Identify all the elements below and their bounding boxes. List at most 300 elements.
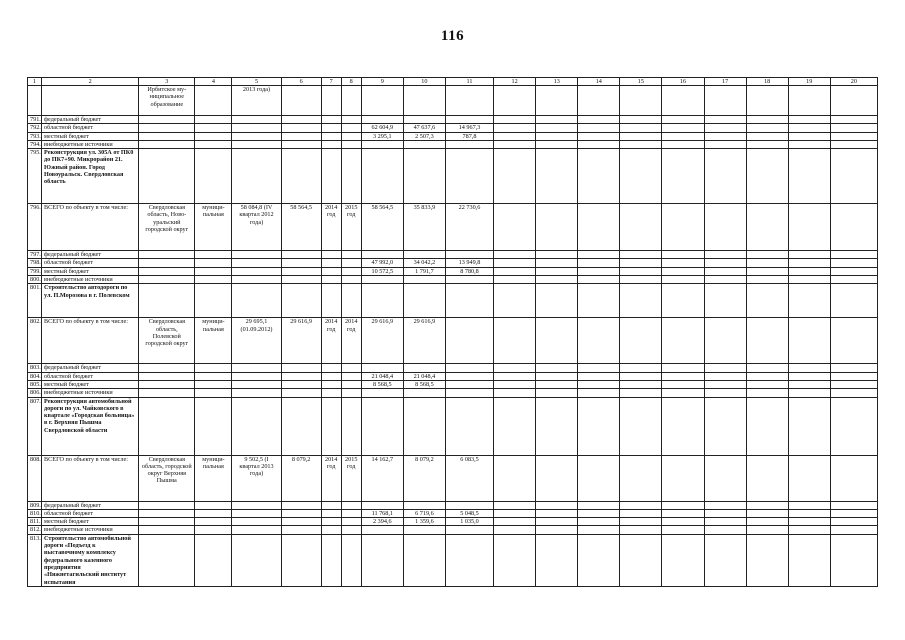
empty-cell — [494, 251, 536, 259]
estimated-cost-cell — [232, 389, 281, 397]
empty-cell — [704, 251, 746, 259]
row-number: 811. — [28, 518, 42, 526]
row-label: внебюджетные источники — [42, 389, 139, 397]
end-year-cell — [341, 372, 361, 380]
ownership-cell — [195, 116, 232, 124]
column-header: 12 — [494, 78, 536, 86]
municipality-cell — [139, 534, 195, 586]
value-cell — [361, 364, 403, 372]
empty-cell — [578, 284, 620, 318]
value-cell — [361, 140, 403, 148]
empty-cell — [788, 534, 830, 586]
empty-cell — [830, 116, 877, 124]
start-year-cell — [321, 251, 341, 259]
municipality-cell — [139, 389, 195, 397]
empty-cell — [578, 372, 620, 380]
continuation-row — [28, 86, 878, 116]
table-row — [28, 380, 878, 388]
table-row — [28, 501, 878, 509]
empty-cell — [830, 276, 877, 284]
column-header: 5 — [232, 78, 281, 86]
municipality-cell: Свердловская область, Ново-уральский городской округ — [139, 204, 195, 251]
empty-cell — [536, 389, 578, 397]
empty-cell — [704, 204, 746, 251]
row-label: местный бюджет — [42, 518, 139, 526]
column-header: 11 — [445, 78, 493, 86]
ownership-cell — [195, 149, 232, 204]
empty-cell — [662, 380, 704, 388]
empty-cell — [746, 501, 788, 509]
end-year-cell — [341, 380, 361, 388]
empty-cell — [704, 364, 746, 372]
row-label: Строительство автодороги по ул. П.Морозова в г. Полевском — [42, 284, 139, 318]
estimated-cost-cell — [232, 124, 281, 132]
value-cell: 2 394,6 — [361, 518, 403, 526]
value-cell: 35 833,9 — [403, 204, 445, 251]
empty-cell — [662, 149, 704, 204]
column-header: 6 — [281, 78, 321, 86]
empty-cell — [620, 509, 662, 517]
value-cell: 1 035,0 — [445, 518, 493, 526]
municipality-cell — [139, 251, 195, 259]
value-cell — [445, 116, 493, 124]
empty-cell — [788, 380, 830, 388]
empty-cell — [704, 259, 746, 267]
cost-cell: 8 079,2 — [281, 455, 321, 501]
empty-cell — [578, 140, 620, 148]
empty-cell — [788, 276, 830, 284]
end-year-cell: 2015 год — [341, 204, 361, 251]
empty-cell — [662, 509, 704, 517]
empty-cell — [662, 318, 704, 364]
value-cell: 8 780,8 — [445, 267, 493, 275]
empty-cell — [662, 284, 704, 318]
empty-cell — [746, 372, 788, 380]
empty-cell — [746, 132, 788, 140]
value-cell — [361, 284, 403, 318]
estimated-cost-cell — [232, 501, 281, 509]
ownership-cell — [195, 526, 232, 534]
ownership-cell — [195, 397, 232, 455]
cost-cell — [281, 140, 321, 148]
row-number: 802. — [28, 318, 42, 364]
value-cell: 29 616,9 — [361, 318, 403, 364]
empty-cell — [788, 284, 830, 318]
header-row — [28, 78, 878, 86]
column-header: 10 — [403, 78, 445, 86]
empty-cell — [578, 526, 620, 534]
end-year-cell — [341, 116, 361, 124]
column-header: 3 — [139, 78, 195, 86]
end-year-cell — [341, 124, 361, 132]
row-label: Реконструкция ул. 305А от ПК0 до ПК7+90. Микрорайон 21. Южный район. Город Новоуральск. Свердловская область — [42, 149, 139, 204]
empty-cell — [704, 284, 746, 318]
ownership-cell — [195, 276, 232, 284]
start-year-cell — [321, 372, 341, 380]
cost-cell: 2013 года) — [232, 86, 281, 116]
empty-cell — [494, 318, 536, 364]
row-number: 800. — [28, 276, 42, 284]
row-number: 799. — [28, 267, 42, 275]
ownership-cell: муници-пальная — [195, 204, 232, 251]
estimated-cost-cell — [232, 276, 281, 284]
empty-cell — [746, 140, 788, 148]
cost-cell — [281, 380, 321, 388]
empty-cell — [494, 364, 536, 372]
empty-cell — [620, 372, 662, 380]
empty-cell — [494, 124, 536, 132]
value-cell — [361, 251, 403, 259]
end-year-cell — [341, 526, 361, 534]
municipality-cell: Свердловская область, Полевской городской округ — [139, 318, 195, 364]
empty-cell — [494, 518, 536, 526]
empty-cell — [746, 284, 788, 318]
row-number: 810. — [28, 509, 42, 517]
cost-cell — [281, 149, 321, 204]
empty-cell — [494, 259, 536, 267]
empty-cell — [746, 124, 788, 132]
empty-cell — [494, 509, 536, 517]
start-year-cell — [321, 526, 341, 534]
empty-cell — [578, 380, 620, 388]
empty-cell — [578, 518, 620, 526]
empty-cell — [578, 259, 620, 267]
start-year-cell — [321, 509, 341, 517]
value-cell: 2 507,3 — [403, 132, 445, 140]
value-cell — [445, 501, 493, 509]
row-number: 797. — [28, 251, 42, 259]
estimated-cost-cell — [232, 372, 281, 380]
value-cell: 1 791,7 — [403, 267, 445, 275]
estimated-cost-cell: 58 084,8 (IV квартал 2012 года) — [232, 204, 281, 251]
empty-cell — [620, 526, 662, 534]
empty-cell — [830, 284, 877, 318]
table-row — [28, 509, 878, 517]
empty-cell — [494, 389, 536, 397]
empty-cell — [830, 534, 877, 586]
value-cell — [445, 284, 493, 318]
table-row — [28, 534, 878, 586]
empty-cell — [746, 267, 788, 275]
value-cell: 22 730,6 — [445, 204, 493, 251]
empty-cell — [830, 124, 877, 132]
empty-cell — [620, 124, 662, 132]
value-cell: 8 568,5 — [361, 380, 403, 388]
empty-cell — [494, 380, 536, 388]
row-label: Реконструкция автомобильной дороги по ул. Чайковского в квартале «Городская больница» в г. Верхняя Пышма Свердловской области — [42, 397, 139, 455]
empty-cell — [578, 267, 620, 275]
empty-cell — [830, 380, 877, 388]
empty-cell — [746, 518, 788, 526]
estimated-cost-cell — [232, 397, 281, 455]
empty-cell — [704, 501, 746, 509]
empty-cell — [830, 509, 877, 517]
ownership-cell — [195, 251, 232, 259]
start-year-cell — [321, 501, 341, 509]
value-cell — [403, 149, 445, 204]
cost-cell — [281, 501, 321, 509]
table-row — [28, 251, 878, 259]
empty-cell — [662, 397, 704, 455]
empty-cell — [620, 534, 662, 586]
ownership-cell — [195, 124, 232, 132]
empty-cell — [830, 501, 877, 509]
empty-cell — [704, 267, 746, 275]
empty-cell — [662, 534, 704, 586]
cost-cell — [281, 276, 321, 284]
empty-cell — [662, 276, 704, 284]
empty-cell — [830, 397, 877, 455]
empty-cell — [788, 518, 830, 526]
estimated-cost-cell — [232, 251, 281, 259]
value-cell: 21 048,4 — [361, 372, 403, 380]
empty-cell — [746, 364, 788, 372]
cost-cell — [281, 132, 321, 140]
estimated-cost-cell — [232, 534, 281, 586]
empty-cell — [830, 149, 877, 204]
row-label: областной бюджет — [42, 259, 139, 267]
empty-cell — [578, 397, 620, 455]
row-label: внебюджетные источники — [42, 276, 139, 284]
empty-cell — [536, 267, 578, 275]
empty-cell — [620, 267, 662, 275]
row-number: 794. — [28, 140, 42, 148]
municipality-cell — [139, 364, 195, 372]
empty-cell — [620, 259, 662, 267]
start-year-cell — [321, 124, 341, 132]
cost-cell: 29 616,9 — [281, 318, 321, 364]
row-number: 791. — [28, 116, 42, 124]
empty-cell — [620, 204, 662, 251]
empty-cell — [704, 518, 746, 526]
estimated-cost-cell — [232, 132, 281, 140]
start-year-cell — [321, 389, 341, 397]
end-year-cell — [341, 518, 361, 526]
row-number: 795. — [28, 149, 42, 204]
end-year-cell — [341, 397, 361, 455]
value-cell: 6 083,5 — [445, 455, 493, 501]
empty-cell — [536, 526, 578, 534]
empty-cell — [830, 318, 877, 364]
empty-cell — [536, 318, 578, 364]
column-header: 19 — [788, 78, 830, 86]
value-cell — [403, 526, 445, 534]
value-cell — [403, 251, 445, 259]
column-header: 20 — [830, 78, 877, 86]
row-number: 808. — [28, 455, 42, 501]
empty-cell — [704, 124, 746, 132]
value-cell: 21 048,4 — [403, 372, 445, 380]
empty-cell — [536, 534, 578, 586]
column-header: 7 — [321, 78, 341, 86]
empty-cell — [536, 372, 578, 380]
row-label: федеральный бюджет — [42, 251, 139, 259]
municipality-cell — [139, 276, 195, 284]
municipality-cell — [139, 267, 195, 275]
start-year-cell — [321, 364, 341, 372]
empty-cell — [704, 397, 746, 455]
empty-cell — [494, 501, 536, 509]
value-cell — [445, 251, 493, 259]
municipality-cell — [139, 132, 195, 140]
row-number: 807. — [28, 397, 42, 455]
row-number: 813. — [28, 534, 42, 586]
value-cell — [403, 389, 445, 397]
value-cell: 3 295,1 — [361, 132, 403, 140]
empty-cell — [620, 284, 662, 318]
start-year-cell — [321, 140, 341, 148]
row-label: ВСЕГО по объекту в том числе: — [42, 204, 139, 251]
ownership-cell — [195, 501, 232, 509]
value-cell: 10 572,5 — [361, 267, 403, 275]
end-year-cell — [341, 149, 361, 204]
estimated-cost-cell — [232, 284, 281, 318]
empty-cell — [620, 116, 662, 124]
value-cell: 14 967,3 — [445, 124, 493, 132]
empty-cell — [578, 455, 620, 501]
empty-cell — [578, 389, 620, 397]
value-cell: 47 992,0 — [361, 259, 403, 267]
table-row — [28, 518, 878, 526]
end-year-cell — [341, 364, 361, 372]
empty-cell — [704, 455, 746, 501]
table-row — [28, 455, 878, 501]
empty-cell — [830, 251, 877, 259]
row-label: федеральный бюджет — [42, 364, 139, 372]
end-year-cell — [341, 132, 361, 140]
empty-cell — [536, 455, 578, 501]
empty-cell — [578, 251, 620, 259]
empty-cell — [788, 140, 830, 148]
estimated-cost-cell: 9 502,5 (I квартал 2013 года) — [232, 455, 281, 501]
column-header: 4 — [195, 78, 232, 86]
row-number: 805. — [28, 380, 42, 388]
row-label: внебюджетные источники — [42, 526, 139, 534]
empty-cell — [578, 149, 620, 204]
start-year-cell: 2014 год — [321, 204, 341, 251]
table-row — [28, 364, 878, 372]
row-number: 793. — [28, 132, 42, 140]
column-header: 17 — [704, 78, 746, 86]
empty-cell — [746, 509, 788, 517]
empty-cell — [830, 204, 877, 251]
cost-cell — [281, 509, 321, 517]
empty-cell — [662, 364, 704, 372]
empty-cell — [788, 132, 830, 140]
end-year-cell — [341, 267, 361, 275]
empty-cell — [704, 149, 746, 204]
value-cell: 62 604,9 — [361, 124, 403, 132]
value-cell — [445, 389, 493, 397]
estimated-cost-cell — [232, 259, 281, 267]
empty-cell — [494, 455, 536, 501]
municipality-cell — [139, 124, 195, 132]
empty-cell — [620, 276, 662, 284]
ownership-cell — [195, 284, 232, 318]
value-cell — [361, 397, 403, 455]
empty-cell — [662, 132, 704, 140]
empty-cell — [662, 526, 704, 534]
municipality-cell: Свердловская область, городской округ Верхняя Пышма — [139, 455, 195, 501]
empty-cell — [788, 116, 830, 124]
empty-cell — [620, 518, 662, 526]
value-cell — [445, 372, 493, 380]
empty-cell — [536, 251, 578, 259]
ownership-cell — [195, 509, 232, 517]
start-year-cell — [321, 132, 341, 140]
empty-cell — [578, 116, 620, 124]
cost-cell — [281, 284, 321, 318]
empty-cell — [536, 397, 578, 455]
end-year-cell — [341, 284, 361, 318]
empty-cell — [662, 204, 704, 251]
empty-cell — [788, 509, 830, 517]
empty-cell — [830, 389, 877, 397]
value-cell — [361, 389, 403, 397]
start-year-cell — [321, 149, 341, 204]
municipality-cell — [139, 140, 195, 148]
end-year-cell — [341, 140, 361, 148]
empty-cell — [494, 526, 536, 534]
empty-cell — [788, 251, 830, 259]
start-year-cell — [321, 534, 341, 586]
estimated-cost-cell — [232, 116, 281, 124]
empty-cell — [494, 140, 536, 148]
empty-cell — [662, 124, 704, 132]
ownership-cell — [195, 364, 232, 372]
empty-cell — [494, 534, 536, 586]
empty-cell — [830, 526, 877, 534]
empty-cell — [662, 116, 704, 124]
column-header: 14 — [578, 78, 620, 86]
empty-cell — [578, 501, 620, 509]
value-cell — [361, 149, 403, 204]
table-row — [28, 284, 878, 318]
empty-cell — [746, 149, 788, 204]
empty-cell — [536, 149, 578, 204]
empty-cell — [788, 124, 830, 132]
empty-cell — [704, 534, 746, 586]
empty-cell — [704, 140, 746, 148]
table-row — [28, 397, 878, 455]
value-cell — [403, 276, 445, 284]
empty-cell — [620, 380, 662, 388]
estimated-cost-cell — [232, 140, 281, 148]
empty-cell — [620, 364, 662, 372]
row-label: местный бюджет — [42, 380, 139, 388]
empty-cell — [830, 140, 877, 148]
value-cell — [361, 276, 403, 284]
empty-cell — [746, 259, 788, 267]
cost-cell — [281, 397, 321, 455]
empty-cell — [788, 259, 830, 267]
row-label: внебюджетные источники — [42, 140, 139, 148]
empty-cell — [494, 276, 536, 284]
row-number: 798. — [28, 259, 42, 267]
value-cell — [445, 380, 493, 388]
estimated-cost-cell: 29 695,1 (01.09.2012) — [232, 318, 281, 364]
start-year-cell — [321, 259, 341, 267]
empty-cell — [704, 276, 746, 284]
value-cell — [445, 318, 493, 364]
value-cell — [445, 276, 493, 284]
empty-cell — [746, 534, 788, 586]
empty-cell — [536, 116, 578, 124]
value-cell: 34 042,2 — [403, 259, 445, 267]
value-cell — [403, 397, 445, 455]
row-number: 792. — [28, 124, 42, 132]
end-year-cell — [341, 501, 361, 509]
